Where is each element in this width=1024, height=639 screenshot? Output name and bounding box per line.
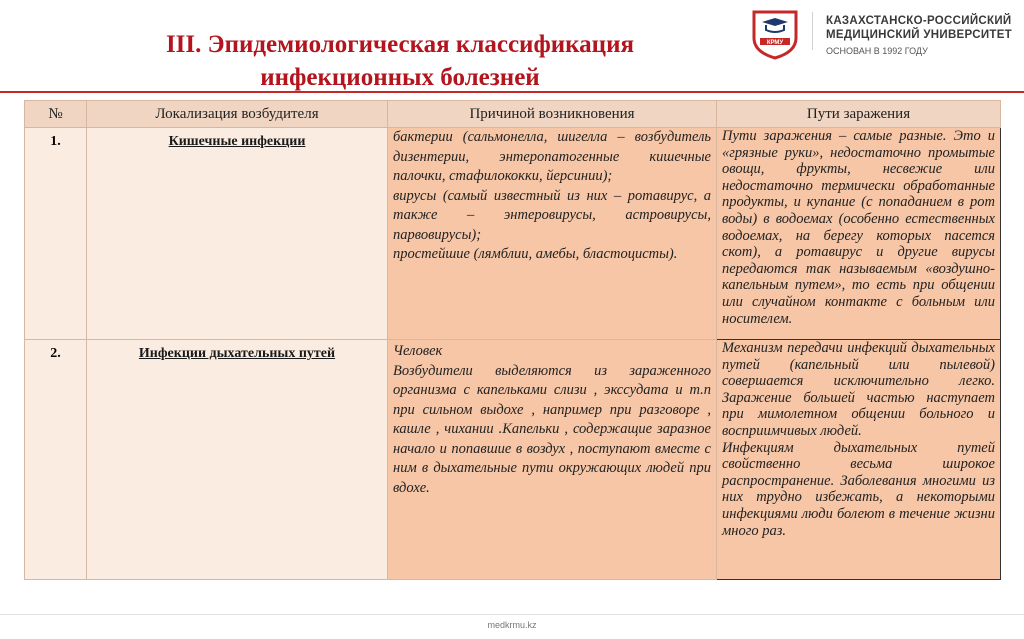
- header-cause: Причиной возникновения: [388, 101, 717, 128]
- cause-paragraph: Человек: [393, 343, 443, 359]
- header-route: Пути заражения: [717, 101, 1001, 128]
- title-line-1: III. Эпидемиологическая классификация: [165, 31, 635, 58]
- row-cause: [388, 128, 717, 340]
- row-route: [717, 128, 1001, 340]
- university-name-line-2: МЕДИЦИНСКИЙ УНИВЕРСИТЕТ: [826, 29, 1013, 41]
- footer-site: medkrmu.kz: [487, 620, 537, 630]
- title-line-2: инфекционных болезней: [260, 64, 540, 91]
- header-separator: [812, 12, 813, 50]
- logo-text: КРМУ: [766, 40, 784, 46]
- footer-divider: [0, 614, 1024, 615]
- university-logo: [750, 8, 800, 60]
- university-founded: ОСНОВАН В 1992 ГОДУ: [826, 46, 928, 56]
- table-header-row: [25, 101, 1001, 128]
- table-row: [25, 340, 1001, 580]
- route-paragraph: Механизм передачи инфекций дыхательных путей (капельный или пылевой) совершается исключительно легко. Заражение большей частью наступает при мимолетном общении больного и восприимчивых людей.: [722, 340, 995, 439]
- route-paragraph: Пути заражения – самые разные. Это и «грязные руки», недостаточно промытые овощи, фрукты, несвежие или недостаточно термически обработанные продукты, и купание (с попаданием в рот воды) в водоемах (особенно естественных водоемах, на берегу которых пасется скот), а ротавирус и другие вирусы передаются так называемым «воздушно-капельным путем», то есть при общении или случайном контакте с больным или носителем.: [722, 128, 995, 327]
- university-name-line-1: КАЗАХСТАНСКО-РОССИЙСКИЙ: [826, 15, 1012, 27]
- row-cause: [388, 340, 717, 580]
- localization-link[interactable]: Инфекции дыхательных путей: [138, 346, 336, 361]
- cause-paragraph: Возбудители выделяются из зараженного организма с капельками слизи , экссудата и т.п при сильном выдохе , например при разговоре , кашле , чихании .Капельки , содержащие заразное начало и попавшие в воздух , поступают вместе с ним в дыхательные пути окружающих людей при вдохе.: [393, 362, 711, 496]
- route-paragraph: Инфекциям дыхательных путей свойственно весьма широкое распространение. Заболевания многими из них трудно избежать, а некоторыми инфекциями люди болеют в течение жизни много раз.: [722, 439, 995, 539]
- row-route: [717, 340, 1001, 580]
- localization-link[interactable]: Кишечные инфекции: [168, 134, 306, 149]
- cause-paragraph: бактерии (сальмонелла, шигелла – возбудитель дизентерии, энтеропатогенные кишечные палочки, стафилококки, йерсинии);: [393, 129, 711, 184]
- slide-title: [120, 28, 680, 94]
- university-name: [826, 14, 1012, 58]
- table-row: [25, 128, 1001, 340]
- cause-paragraph: вирусы (самый известный из них – ротавирус, а также – энтеровирусы, астровирусы, парвовирусы);: [393, 187, 711, 243]
- row-localization: [87, 128, 388, 340]
- cause-paragraph: простейшие (лямблии, амебы, бластоцисты).: [393, 246, 678, 262]
- row-localization: [87, 340, 388, 580]
- classification-table: [24, 100, 1001, 580]
- header-localization: Локализация возбудителя: [87, 101, 388, 128]
- header-num: №: [25, 101, 87, 128]
- title-divider: [0, 91, 1024, 93]
- row-num: 1.: [25, 128, 87, 340]
- row-num: 2.: [25, 340, 87, 580]
